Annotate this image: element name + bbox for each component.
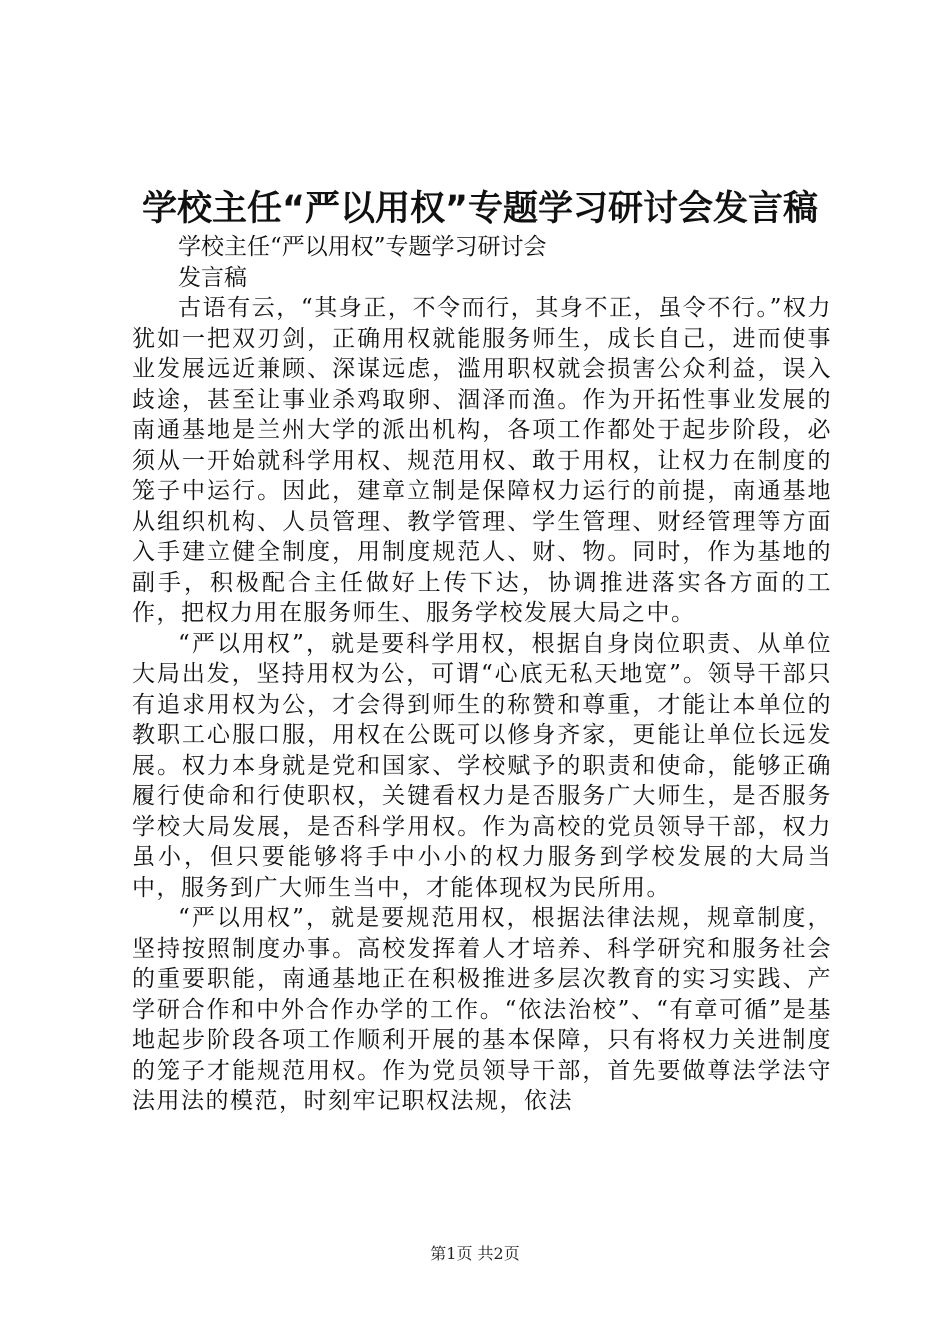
page-footer: 第1页 共2页 [430,1244,520,1263]
document-title: 学校主任“严以用权”专题学习研讨会发言稿 [141,189,818,229]
paragraph-1: 古语有云，“其身正，不令而行，其身不正，虽令不行。”权力犹如一把双刃剑，正确用权就能服务师生，成长自己，进而使事业发展远近兼顾、深谋远虑，滥用职权就会损害公众利益，误入歧途，甚至让事业杀鸡取卵、涸泽而渔。作为开拓性事业发展的南通基地是兰州大学的派出机构，各项工作都处于起步阶段，必须从一开始就科学用权、规范用权、敢于用权，让权力在制度的笼子中运行。因此，建章立制是保障权力运行的前提，南通基地从组织机构、人员管理、教学管理、学生管理、财经管理等方面入手建立健全制度，用制度规范人、财、物。同时，作为基地的副手，积极配合主任做好上传下达，协调推进落实各方面的工作，把权力用在服务师生、服务学校发展大局之中。 [132,295,832,626]
document-body [132,232,832,1117]
subtitle-line-2: 发言稿 [178,264,247,291]
subtitle-line-1: 学校主任“严以用权”专题学习研讨会 [178,234,547,260]
paragraph-2: “严以用权”，就是要科学用权，根据自身岗位职责、从单位大局出发，坚持用权为公，可谓“心底无私天地宽”。领导干部只有追求用权为公，才会得到师生的称赞和尊重，才能让本单位的教职工心服口服，用权在公既可以修身齐家，更能让单位长远发展。权力本身就是党和国家、学校赋予的职责和使命，能够正确履行使命和行使职权，关键看权力是否服务广大师生，是否服务学校大局发展，是否科学用权。作为高校的党员领导干部，权力虽小，但只要能够将手中小小的权力服务到学校发展的大局当中，服务到广大师生当中，才能体现权为民所用。 [132,630,832,901]
paragraph-3: “严以用权”，就是要规范用权，根据法律法规，规章制度，坚持按照制度办事。高校发挥着人才培养、科学研究和服务社会的重要职能，南通基地正在积极推进多层次教育的实习实践、产学研合作和中外合作办学的工作。“依法治校”、“有章可循”是基地起步阶段各项工作顺利开展的基本保障，只有将权力关进制度的笼子才能规范用权。作为党员领导干部，首先要做尊法学法守法用法的模范，时刻牢记职权法规，依法 [132,905,832,1114]
